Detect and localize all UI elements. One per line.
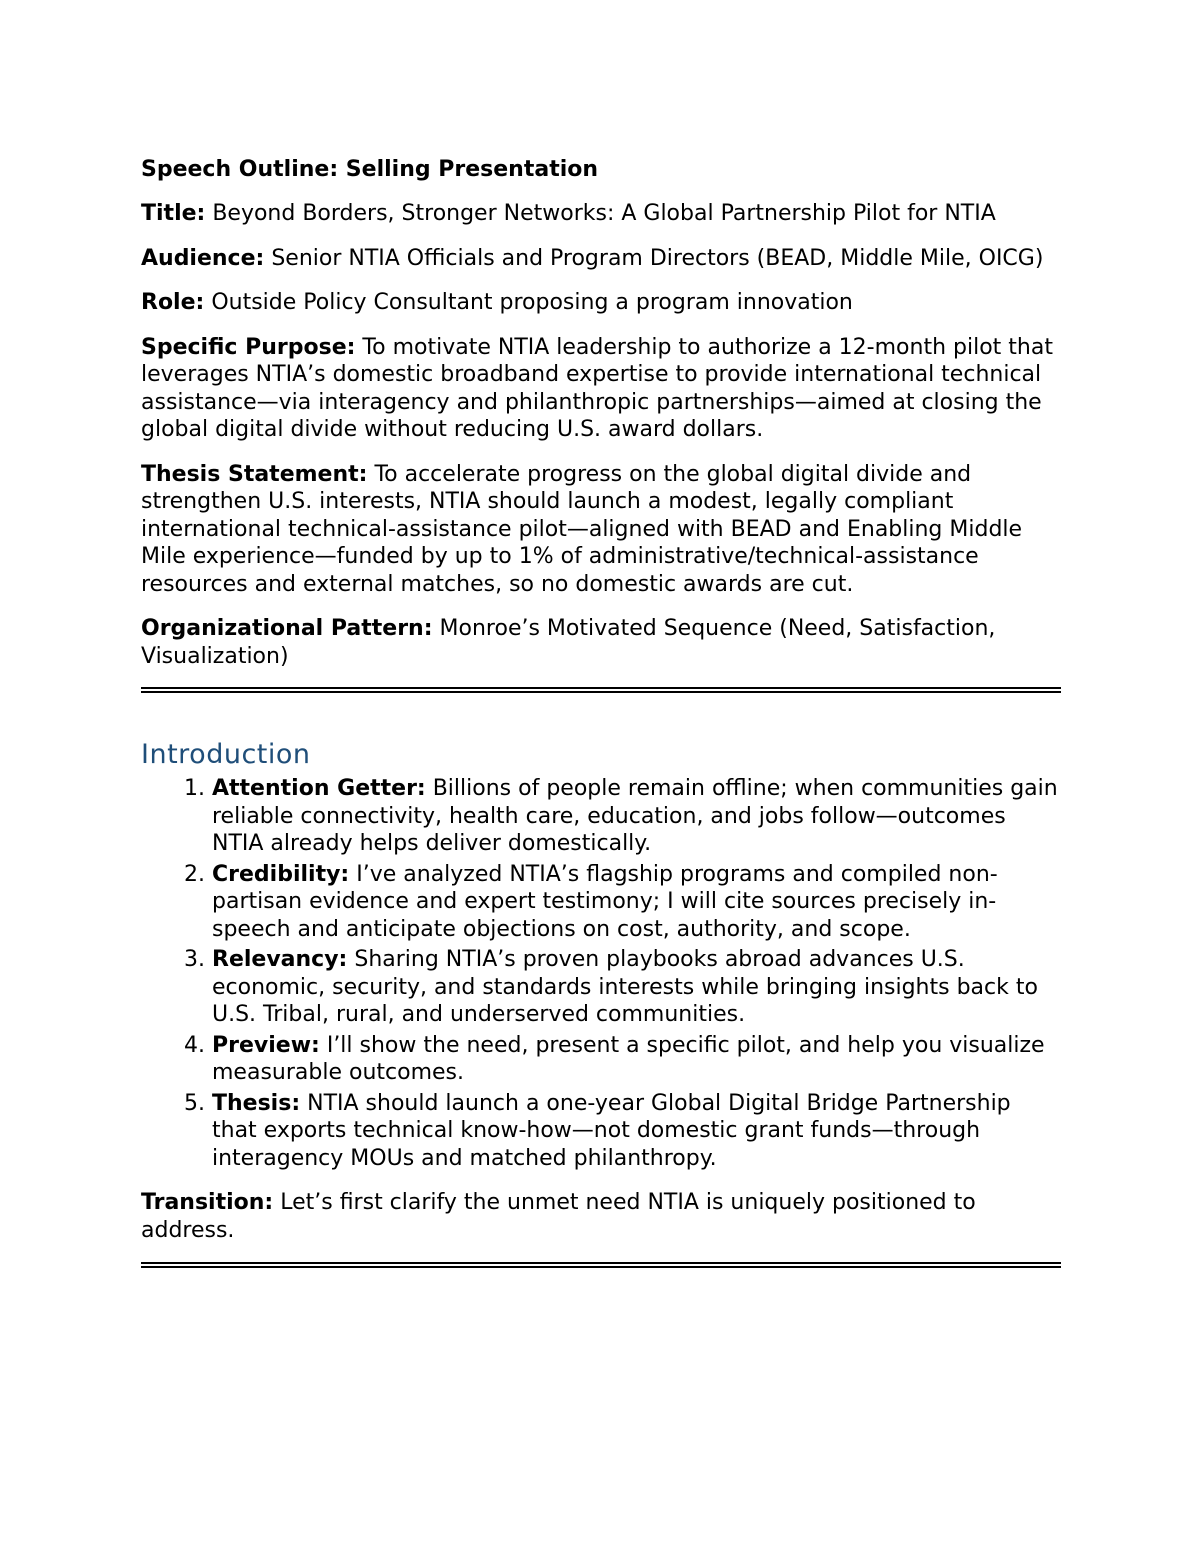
specific-purpose-value: To motivate NTIA leadership to authorize a 12-month pilot that leverages NTIA’s domestic broadband expertise to provide international technical assistance—via interagency and philanthropic partnerships—aimed at closing the global digital divide without reducing U.S. award dollars. xyxy=(141,334,1053,442)
specific-purpose-label: Specific Purpose: xyxy=(141,334,356,360)
double-rule-divider xyxy=(141,1262,1061,1268)
relevancy-text: Sharing NTIA’s proven playbooks abroad advances U.S. economic, security, and standards interests while bringing insights back to U.S. Tribal, rural, and underserved communities. xyxy=(212,947,1038,1027)
attention-getter-label: Attention Getter: xyxy=(212,776,426,801)
title-value: Beyond Borders, Stronger Networks: A Global Partnership Pilot for NTIA xyxy=(212,201,996,226)
list-item xyxy=(212,775,1061,858)
introduction-heading: Introduction xyxy=(141,739,311,770)
document-page xyxy=(141,156,1061,1268)
specific-purpose-field xyxy=(141,334,1061,444)
transition-text: Let’s first clarify the unmet need NTIA is uniquely positioned to address. xyxy=(141,1190,976,1243)
preview-text: I’ll show the need, present a specific pilot, and help you visualize measurable outcomes. xyxy=(212,1032,1045,1085)
role-field xyxy=(141,289,1061,317)
list-item xyxy=(212,861,1061,944)
thesis-statement-field xyxy=(141,461,1061,599)
double-rule-divider xyxy=(141,687,1061,693)
audience-label: Audience: xyxy=(141,245,265,271)
document-title: Speech Outline: Selling Presentation xyxy=(141,157,599,182)
list-item xyxy=(212,1032,1061,1087)
credibility-text: I’ve analyzed NTIA’s flagship programs and compiled non-partisan evidence and expert testimony; I will cite sources precisely in-speech and anticipate objections on cost, authority, and scope. xyxy=(212,861,998,942)
audience-value: Senior NTIA Officials and Program Directors (BEAD, Middle Mile, OICG) xyxy=(271,245,1044,271)
role-value: Outside Policy Consultant proposing a program innovation xyxy=(211,290,853,315)
thesis-statement-label: Thesis Statement: xyxy=(141,461,368,487)
list-item xyxy=(212,946,1061,1029)
preview-label: Preview: xyxy=(212,1032,320,1058)
introduction-list xyxy=(141,775,1061,1172)
list-item xyxy=(212,1090,1061,1173)
credibility-label: Credibility: xyxy=(212,861,350,887)
transition-label: Transition: xyxy=(141,1190,274,1215)
audience-field xyxy=(141,245,1061,273)
attention-getter-text: Billions of people remain offline; when communities gain reliable connectivity, health care, education, and jobs follow—outcomes NTIA already helps deliver domestically. xyxy=(212,776,1058,856)
thesis-text: NTIA should launch a one-year Global Digital Bridge Partnership that exports technical know-how—not domestic grant funds—through interagency MOUs and matched philanthropy. xyxy=(212,1090,1011,1171)
organizational-pattern-field xyxy=(141,615,1061,670)
transition-paragraph xyxy=(141,1189,1061,1244)
organizational-pattern-value: Monroe’s Motivated Sequence (Need, Satisfaction, Visualization) xyxy=(141,616,996,669)
relevancy-label: Relevancy: xyxy=(212,947,348,972)
organizational-pattern-label: Organizational Pattern: xyxy=(141,616,433,641)
title-field xyxy=(141,200,1061,228)
thesis-label: Thesis: xyxy=(212,1090,301,1116)
title-label: Title: xyxy=(141,201,206,226)
role-label: Role: xyxy=(141,290,205,315)
thesis-statement-value: To accelerate progress on the global digital divide and strengthen U.S. interests, NTIA should launch a modest, legally compliant international technical-assistance pilot—aligned with BEAD and Enabling Middle Mile experience—funded by up to 1% of administrative/technical-assistance resources and external matches, so no domestic awards are cut. xyxy=(141,461,1023,597)
